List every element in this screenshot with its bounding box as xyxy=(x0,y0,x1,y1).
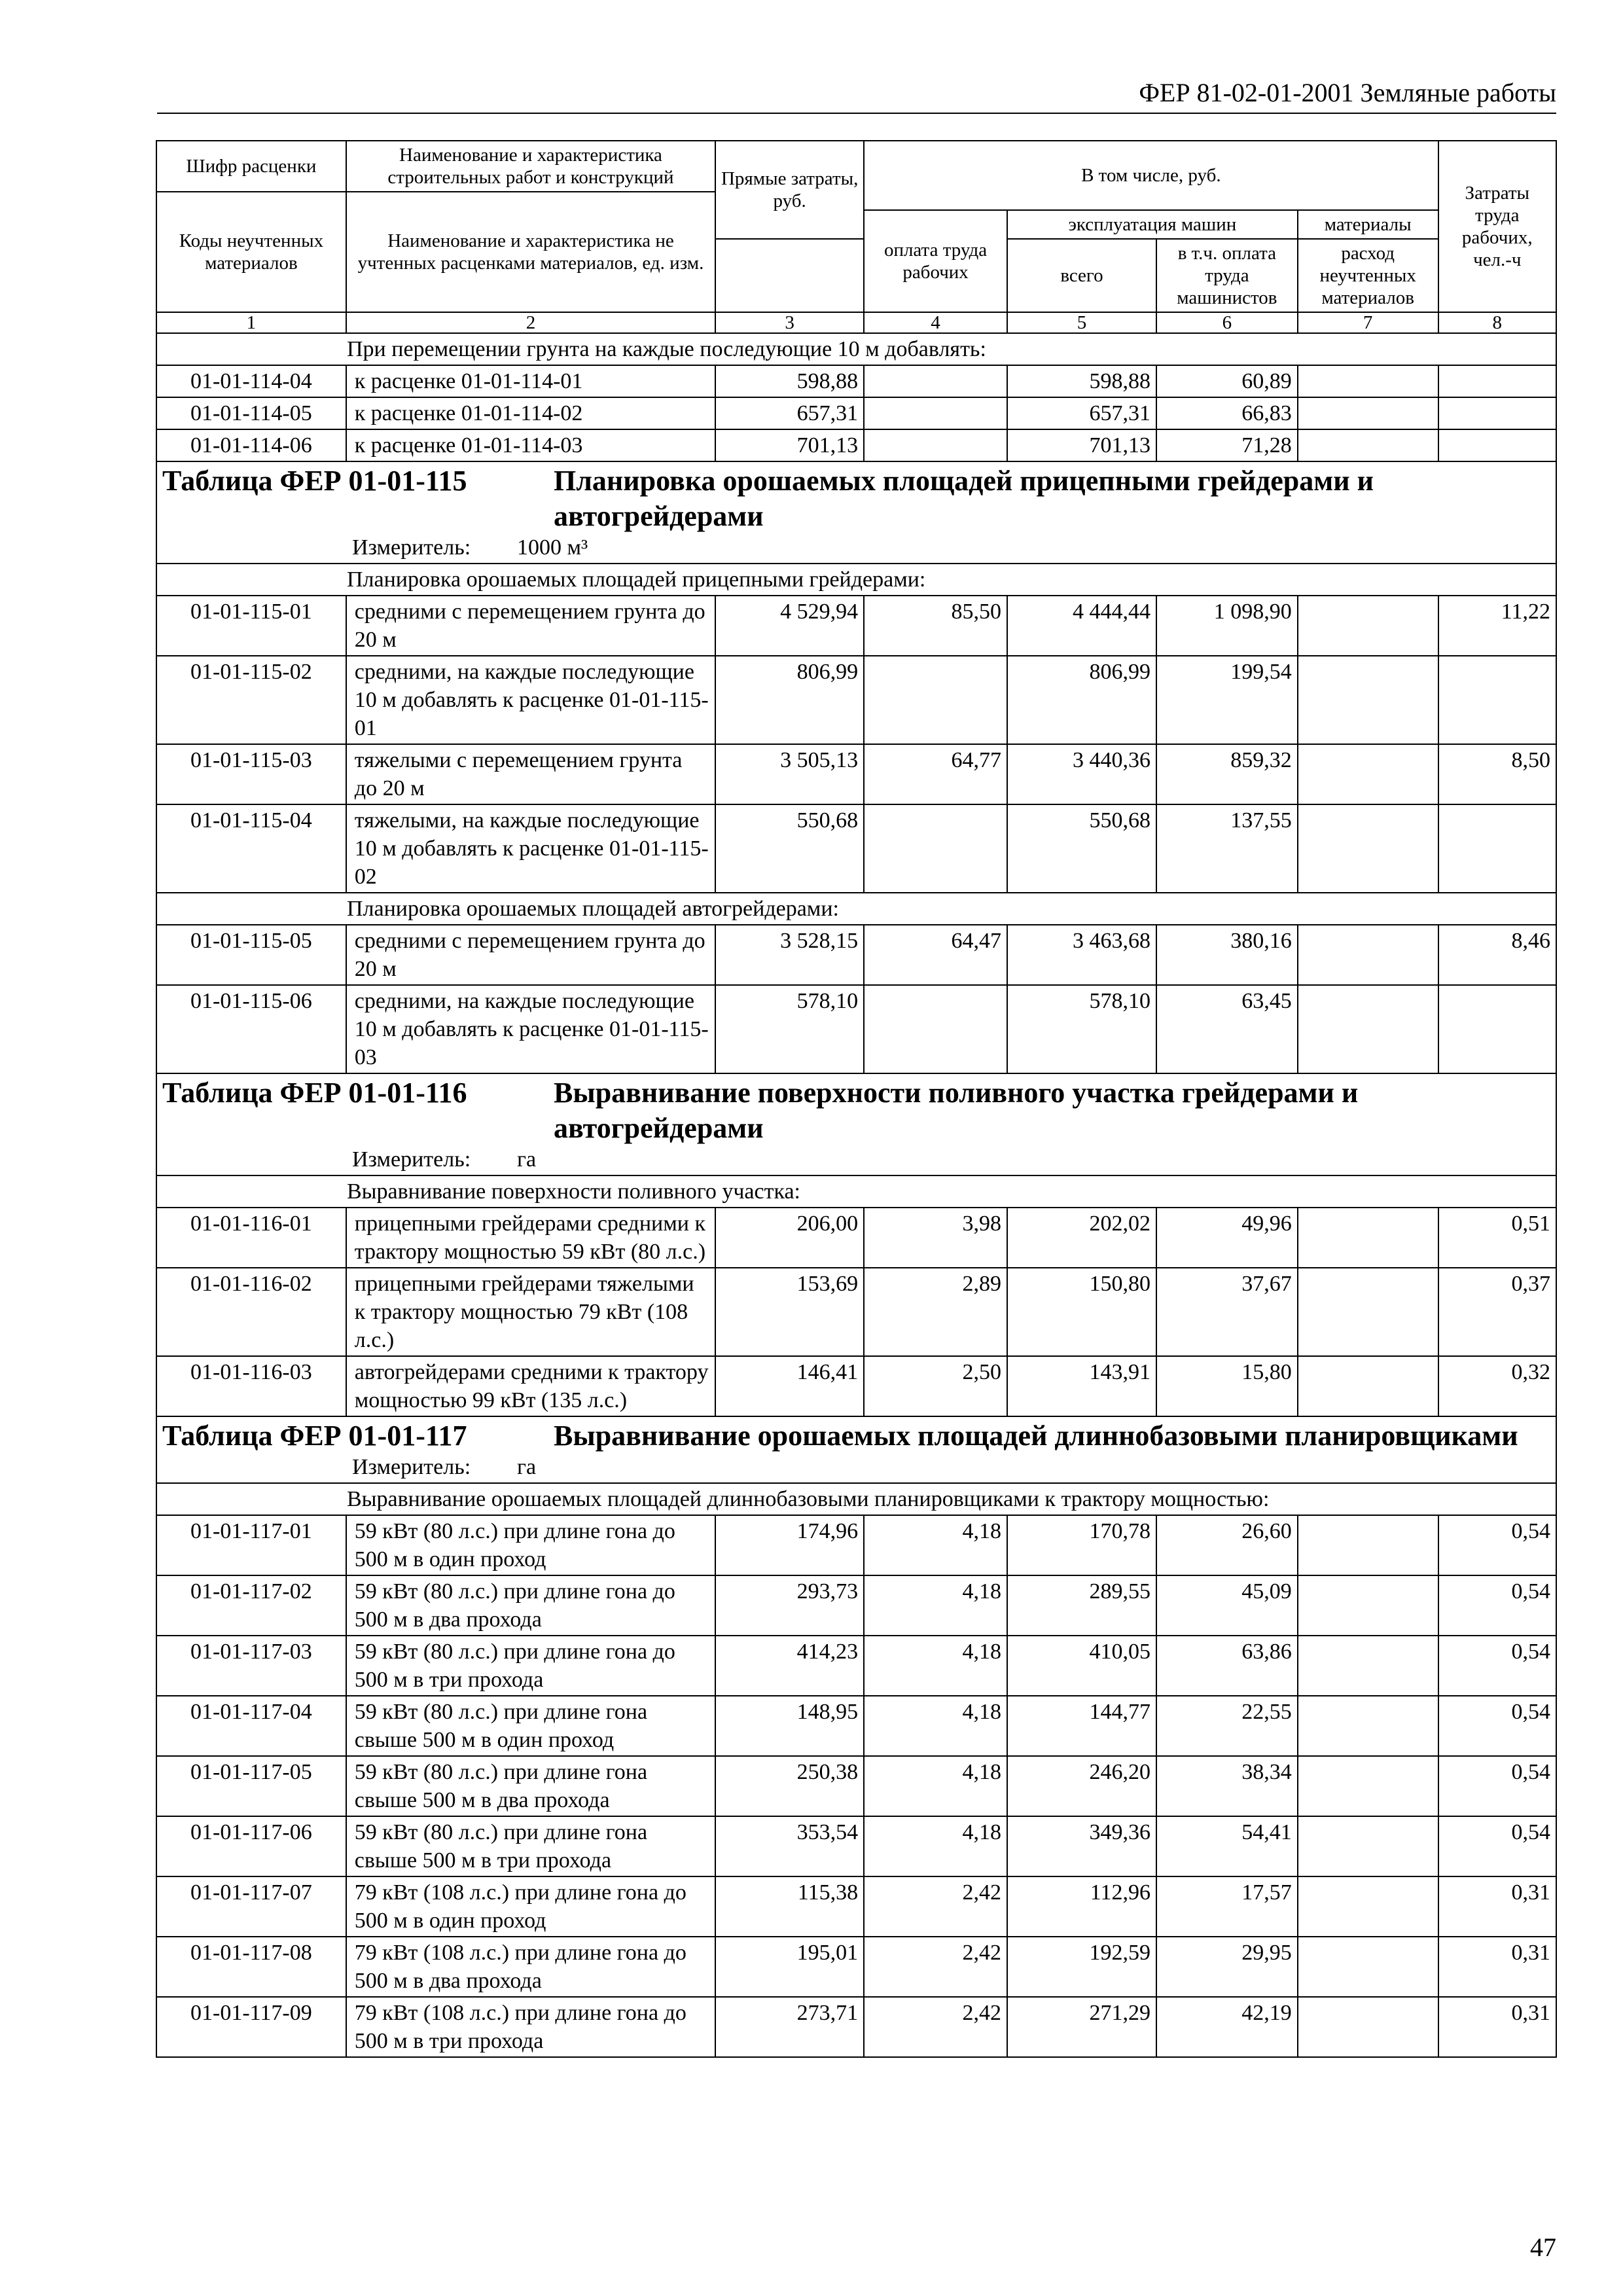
cell-workers-pay: 64,77 xyxy=(864,744,1007,804)
cell-materials xyxy=(1298,656,1438,744)
cell-direct-costs: 250,38 xyxy=(715,1756,864,1816)
cell-description: 79 кВт (108 л.с.) при длине гона до 500 м в один проход xyxy=(346,1876,715,1937)
subsection-row xyxy=(156,1175,1556,1208)
cell-labor xyxy=(1438,429,1556,461)
cell-direct-costs: 657,31 xyxy=(715,397,864,429)
cell-operators-pay: 17,57 xyxy=(1156,1876,1298,1937)
cell-description: прицепными грейдерами средними к трактору мощностью 59 кВт (80 л.с.) xyxy=(346,1208,715,1268)
subsection-title: Выравнивание поверхности поливного участка: xyxy=(156,1175,1556,1208)
head-rate-code: Шифр расценки xyxy=(156,141,346,192)
cell-operators-pay: 380,16 xyxy=(1156,925,1298,985)
cell-direct-costs: 3 505,13 xyxy=(715,744,864,804)
column-number-1: 1 xyxy=(156,312,346,333)
cell-labor: 0,54 xyxy=(1438,1696,1556,1756)
cell-labor: 0,31 xyxy=(1438,1937,1556,1997)
subsection-title: При перемещении грунта на каждые последующие 10 м добавлять: xyxy=(156,333,1556,365)
cell-materials xyxy=(1298,1515,1438,1575)
cell-description: 59 кВт (80 л.с.) при длине гона свыше 500 м в один проход xyxy=(346,1696,715,1756)
cell-description: тяжелыми с перемещением грунта до 20 м xyxy=(346,744,715,804)
cell-materials xyxy=(1298,397,1438,429)
cell-machines-total: 202,02 xyxy=(1007,1208,1156,1268)
table-row xyxy=(156,1356,1556,1416)
table-row xyxy=(156,1636,1556,1696)
cell-operators-pay: 1 098,90 xyxy=(1156,596,1298,656)
cell-workers-pay: 4,18 xyxy=(864,1575,1007,1636)
table-heading-row xyxy=(156,1416,1556,1483)
table-row xyxy=(156,925,1556,985)
cell-rate-code: 01-01-117-05 xyxy=(156,1756,346,1816)
cell-materials xyxy=(1298,1937,1438,1997)
cell-machines-total: 144,77 xyxy=(1007,1696,1156,1756)
head-materials: материалы xyxy=(1298,210,1438,239)
column-numbers-row xyxy=(156,312,1556,333)
cell-description: автогрейдерами средними к трактору мощностью 99 кВт (135 л.с.) xyxy=(346,1356,715,1416)
cell-direct-costs: 115,38 xyxy=(715,1876,864,1937)
table-row xyxy=(156,1756,1556,1816)
cell-rate-code: 01-01-114-05 xyxy=(156,397,346,429)
cell-rate-code: 01-01-117-07 xyxy=(156,1876,346,1937)
column-number-2: 2 xyxy=(346,312,715,333)
cell-rate-code: 01-01-117-02 xyxy=(156,1575,346,1636)
cell-operators-pay: 71,28 xyxy=(1156,429,1298,461)
cell-rate-code: 01-01-117-03 xyxy=(156,1636,346,1696)
meter-value: га xyxy=(517,1455,537,1479)
table-row xyxy=(156,1816,1556,1876)
cell-description: 79 кВт (108 л.с.) при длине гона до 500 м в три прохода xyxy=(346,1997,715,2057)
cell-labor xyxy=(1438,804,1556,893)
cell-labor xyxy=(1438,365,1556,397)
head-machines: эксплуатация машин xyxy=(1007,210,1298,239)
cell-direct-costs: 3 528,15 xyxy=(715,925,864,985)
cell-materials xyxy=(1298,1356,1438,1416)
table-heading-row xyxy=(156,461,1556,564)
cell-machines-total: 550,68 xyxy=(1007,804,1156,893)
cell-direct-costs: 598,88 xyxy=(715,365,864,397)
cell-machines-total: 410,05 xyxy=(1007,1636,1156,1696)
head-direct-costs: Прямые затраты, руб. xyxy=(715,141,864,239)
table-row xyxy=(156,1937,1556,1997)
cell-workers-pay: 2,42 xyxy=(864,1997,1007,2057)
cell-description: 79 кВт (108 л.с.) при длине гона до 500 м в два прохода xyxy=(346,1937,715,1997)
cell-labor xyxy=(1438,397,1556,429)
cell-description: 59 кВт (80 л.с.) при длине гона свыше 500 м в три прохода xyxy=(346,1816,715,1876)
cell-materials xyxy=(1298,804,1438,893)
cell-direct-costs: 195,01 xyxy=(715,1937,864,1997)
cell-description: 59 кВт (80 л.с.) при длине гона до 500 м в два прохода xyxy=(346,1575,715,1636)
cell-labor: 11,22 xyxy=(1438,596,1556,656)
cell-materials xyxy=(1298,1636,1438,1696)
cell-materials xyxy=(1298,429,1438,461)
cell-workers-pay: 2,42 xyxy=(864,1937,1007,1997)
cell-machines-total: 578,10 xyxy=(1007,985,1156,1073)
head-machines-total: всего xyxy=(1007,239,1156,312)
cell-workers-pay: 4,18 xyxy=(864,1636,1007,1696)
cell-operators-pay: 38,34 xyxy=(1156,1756,1298,1816)
meter-label: Измеритель: xyxy=(352,1455,471,1479)
cell-description: к расценке 01-01-114-03 xyxy=(346,429,715,461)
cell-machines-total: 806,99 xyxy=(1007,656,1156,744)
column-number-4: 4 xyxy=(864,312,1007,333)
cell-operators-pay: 60,89 xyxy=(1156,365,1298,397)
cell-materials xyxy=(1298,925,1438,985)
cell-workers-pay: 64,47 xyxy=(864,925,1007,985)
cell-machines-total: 246,20 xyxy=(1007,1756,1156,1816)
head-materials-use: расход неучтенных материалов xyxy=(1298,239,1438,312)
cell-rate-code: 01-01-117-08 xyxy=(156,1937,346,1997)
cell-operators-pay: 54,41 xyxy=(1156,1816,1298,1876)
cell-labor xyxy=(1438,985,1556,1073)
cell-machines-total: 289,55 xyxy=(1007,1575,1156,1636)
meter-value: 1000 м³ xyxy=(517,535,588,560)
cell-materials xyxy=(1298,1268,1438,1356)
subsection-title: Планировка орошаемых площадей прицепными грейдерами: xyxy=(156,564,1556,596)
table-label: Таблица ФЕР 01-01-117 xyxy=(162,1420,467,1452)
cell-rate-code: 01-01-114-06 xyxy=(156,429,346,461)
table-row xyxy=(156,1268,1556,1356)
subsection-title: Планировка орошаемых площадей автогрейдерами: xyxy=(156,893,1556,925)
cell-description: 59 кВт (80 л.с.) при длине гона до 500 м в три прохода xyxy=(346,1636,715,1696)
table-row xyxy=(156,429,1556,461)
cell-materials xyxy=(1298,1997,1438,2057)
cell-machines-total: 271,29 xyxy=(1007,1997,1156,2057)
cell-labor: 0,31 xyxy=(1438,1876,1556,1937)
cell-labor: 0,54 xyxy=(1438,1515,1556,1575)
table-body xyxy=(156,333,1556,2057)
cell-operators-pay: 137,55 xyxy=(1156,804,1298,893)
cell-materials xyxy=(1298,1756,1438,1816)
table-row xyxy=(156,804,1556,893)
column-number-3: 3 xyxy=(715,312,864,333)
cell-machines-total: 143,91 xyxy=(1007,1356,1156,1416)
cell-description: средними с перемещением грунта до 20 м xyxy=(346,596,715,656)
cell-operators-pay: 45,09 xyxy=(1156,1575,1298,1636)
head-unaccounted-codes: Коды неучтенных материалов xyxy=(156,192,346,312)
cell-operators-pay: 66,83 xyxy=(1156,397,1298,429)
cell-rate-code: 01-01-117-01 xyxy=(156,1515,346,1575)
cell-labor: 0,54 xyxy=(1438,1636,1556,1696)
subsection-row xyxy=(156,893,1556,925)
column-number-7: 7 xyxy=(1298,312,1438,333)
head-labor: Затраты труда рабочих, чел.-ч xyxy=(1438,141,1556,312)
table-row xyxy=(156,1515,1556,1575)
column-number-5: 5 xyxy=(1007,312,1156,333)
cell-machines-total: 170,78 xyxy=(1007,1515,1156,1575)
column-number-6: 6 xyxy=(1156,312,1298,333)
cell-operators-pay: 63,45 xyxy=(1156,985,1298,1073)
cell-materials xyxy=(1298,1575,1438,1636)
head-operators-pay: в т.ч. оплата труда машинистов xyxy=(1156,239,1298,312)
cell-materials xyxy=(1298,1816,1438,1876)
cell-rate-code: 01-01-115-02 xyxy=(156,656,346,744)
cell-description: к расценке 01-01-114-02 xyxy=(346,397,715,429)
cell-labor: 0,37 xyxy=(1438,1268,1556,1356)
head-direct-costs-cont xyxy=(715,239,864,312)
cell-description: средними, на каждые последующие 10 м добавлять к расценке 01-01-115-03 xyxy=(346,985,715,1073)
table-head xyxy=(156,141,1556,333)
cell-operators-pay: 859,32 xyxy=(1156,744,1298,804)
cell-labor: 0,54 xyxy=(1438,1756,1556,1816)
cell-description: тяжелыми, на каждые последующие 10 м добавлять к расценке 01-01-115-02 xyxy=(346,804,715,893)
cell-direct-costs: 293,73 xyxy=(715,1575,864,1636)
cell-machines-total: 657,31 xyxy=(1007,397,1156,429)
subsection-row xyxy=(156,564,1556,596)
cell-operators-pay: 49,96 xyxy=(1156,1208,1298,1268)
cell-labor: 0,54 xyxy=(1438,1816,1556,1876)
cell-rate-code: 01-01-115-06 xyxy=(156,985,346,1073)
running-header: ФЕР 81-02-01-2001 Земляные работы xyxy=(157,77,1556,114)
cell-workers-pay xyxy=(864,985,1007,1073)
table-row xyxy=(156,1208,1556,1268)
cell-labor: 0,32 xyxy=(1438,1356,1556,1416)
cell-workers-pay xyxy=(864,804,1007,893)
cell-direct-costs: 414,23 xyxy=(715,1636,864,1696)
table-row xyxy=(156,656,1556,744)
subsection-row xyxy=(156,1483,1556,1515)
cell-operators-pay: 42,19 xyxy=(1156,1997,1298,2057)
cell-operators-pay: 22,55 xyxy=(1156,1696,1298,1756)
cell-direct-costs: 4 529,94 xyxy=(715,596,864,656)
table-row xyxy=(156,744,1556,804)
cell-machines-total: 3 463,68 xyxy=(1007,925,1156,985)
cell-rate-code: 01-01-117-06 xyxy=(156,1816,346,1876)
table-title: Выравнивание поверхности поливного участка грейдерами и автогрейдерами xyxy=(554,1077,1359,1144)
column-number-8: 8 xyxy=(1438,312,1556,333)
cell-machines-total: 598,88 xyxy=(1007,365,1156,397)
cell-machines-total: 150,80 xyxy=(1007,1268,1156,1356)
cell-rate-code: 01-01-115-04 xyxy=(156,804,346,893)
cell-workers-pay: 2,89 xyxy=(864,1268,1007,1356)
cell-operators-pay: 26,60 xyxy=(1156,1515,1298,1575)
cell-description: средними с перемещением грунта до 20 м xyxy=(346,925,715,985)
cell-direct-costs: 206,00 xyxy=(715,1208,864,1268)
cell-materials xyxy=(1298,985,1438,1073)
cell-workers-pay: 2,42 xyxy=(864,1876,1007,1937)
table-row xyxy=(156,1997,1556,2057)
table-row xyxy=(156,397,1556,429)
cell-machines-total: 4 444,44 xyxy=(1007,596,1156,656)
cell-workers-pay: 2,50 xyxy=(864,1356,1007,1416)
cell-direct-costs: 273,71 xyxy=(715,1997,864,2057)
head-workers-pay: оплата труда рабочих xyxy=(864,210,1007,312)
cell-materials xyxy=(1298,1876,1438,1937)
cell-rate-code: 01-01-116-02 xyxy=(156,1268,346,1356)
cell-direct-costs: 806,99 xyxy=(715,656,864,744)
table-label: Таблица ФЕР 01-01-116 xyxy=(162,1077,467,1109)
cell-rate-code: 01-01-117-09 xyxy=(156,1997,346,2057)
cell-materials xyxy=(1298,744,1438,804)
cell-workers-pay: 4,18 xyxy=(864,1756,1007,1816)
cell-operators-pay: 15,80 xyxy=(1156,1356,1298,1416)
cell-operators-pay: 37,67 xyxy=(1156,1268,1298,1356)
cell-rate-code: 01-01-116-03 xyxy=(156,1356,346,1416)
table-heading-row xyxy=(156,1073,1556,1175)
cell-description: средними, на каждые последующие 10 м добавлять к расценке 01-01-115-01 xyxy=(346,656,715,744)
table-meter xyxy=(352,1454,1550,1481)
cell-labor xyxy=(1438,656,1556,744)
cell-labor: 8,50 xyxy=(1438,744,1556,804)
cell-direct-costs: 353,54 xyxy=(715,1816,864,1876)
head-including: В том числе, руб. xyxy=(864,141,1438,210)
cell-workers-pay xyxy=(864,365,1007,397)
meter-value: га xyxy=(517,1147,537,1172)
cell-machines-total: 701,13 xyxy=(1007,429,1156,461)
cell-description: 59 кВт (80 л.с.) при длине гона до 500 м в один проход xyxy=(346,1515,715,1575)
cell-operators-pay: 29,95 xyxy=(1156,1937,1298,1997)
cell-labor: 8,46 xyxy=(1438,925,1556,985)
cell-machines-total: 112,96 xyxy=(1007,1876,1156,1937)
cell-operators-pay: 199,54 xyxy=(1156,656,1298,744)
cell-direct-costs: 550,68 xyxy=(715,804,864,893)
page-number: 47 xyxy=(1530,2233,1556,2262)
cell-machines-total: 349,36 xyxy=(1007,1816,1156,1876)
cell-materials xyxy=(1298,365,1438,397)
cell-direct-costs: 578,10 xyxy=(715,985,864,1073)
table-title: Выравнивание орошаемых площадей длиннобазовыми планировщиками xyxy=(554,1420,1518,1452)
rates-table xyxy=(156,140,1557,2058)
cell-direct-costs: 146,41 xyxy=(715,1356,864,1416)
cell-workers-pay: 3,98 xyxy=(864,1208,1007,1268)
table-meter xyxy=(352,534,1550,562)
cell-workers-pay: 4,18 xyxy=(864,1515,1007,1575)
cell-workers-pay xyxy=(864,397,1007,429)
cell-workers-pay: 85,50 xyxy=(864,596,1007,656)
meter-label: Измеритель: xyxy=(352,1147,471,1172)
cell-materials xyxy=(1298,596,1438,656)
cell-materials xyxy=(1298,1696,1438,1756)
cell-workers-pay xyxy=(864,429,1007,461)
cell-rate-code: 01-01-115-03 xyxy=(156,744,346,804)
table-row xyxy=(156,1876,1556,1937)
table-title: Планировка орошаемых площадей прицепными грейдерами и автогрейдерами xyxy=(554,465,1374,532)
cell-rate-code: 01-01-115-05 xyxy=(156,925,346,985)
cell-rate-code: 01-01-115-01 xyxy=(156,596,346,656)
table-label: Таблица ФЕР 01-01-115 xyxy=(162,465,467,497)
cell-machines-total: 192,59 xyxy=(1007,1937,1156,1997)
table-row xyxy=(156,985,1556,1073)
cell-labor: 0,51 xyxy=(1438,1208,1556,1268)
cell-description: к расценке 01-01-114-01 xyxy=(346,365,715,397)
cell-direct-costs: 153,69 xyxy=(715,1268,864,1356)
cell-direct-costs: 148,95 xyxy=(715,1696,864,1756)
head-unaccounted-names: Наименование и характеристика не учтенных расценками материалов, ед. изм. xyxy=(346,192,715,312)
cell-machines-total: 3 440,36 xyxy=(1007,744,1156,804)
cell-operators-pay: 63,86 xyxy=(1156,1636,1298,1696)
cell-labor: 0,54 xyxy=(1438,1575,1556,1636)
cell-direct-costs: 174,96 xyxy=(715,1515,864,1575)
table-row xyxy=(156,1696,1556,1756)
cell-direct-costs: 701,13 xyxy=(715,429,864,461)
meter-label: Измеритель: xyxy=(352,535,471,560)
cell-rate-code: 01-01-116-01 xyxy=(156,1208,346,1268)
cell-workers-pay: 4,18 xyxy=(864,1816,1007,1876)
head-work-name: Наименование и характеристика строительных работ и конструкций xyxy=(346,141,715,192)
cell-workers-pay: 4,18 xyxy=(864,1696,1007,1756)
subsection-row xyxy=(156,333,1556,365)
cell-description: прицепными грейдерами тяжелыми к трактору мощностью 79 кВт (108 л.с.) xyxy=(346,1268,715,1356)
subsection-title: Выравнивание орошаемых площадей длиннобазовыми планировщиками к трактору мощностью: xyxy=(156,1483,1556,1515)
cell-rate-code: 01-01-117-04 xyxy=(156,1696,346,1756)
cell-description: 59 кВт (80 л.с.) при длине гона свыше 500 м в два прохода xyxy=(346,1756,715,1816)
table-meter xyxy=(352,1146,1550,1174)
cell-materials xyxy=(1298,1208,1438,1268)
table-row xyxy=(156,1575,1556,1636)
table-row xyxy=(156,596,1556,656)
cell-rate-code: 01-01-114-04 xyxy=(156,365,346,397)
cell-workers-pay xyxy=(864,656,1007,744)
table-row xyxy=(156,365,1556,397)
cell-labor: 0,31 xyxy=(1438,1997,1556,2057)
